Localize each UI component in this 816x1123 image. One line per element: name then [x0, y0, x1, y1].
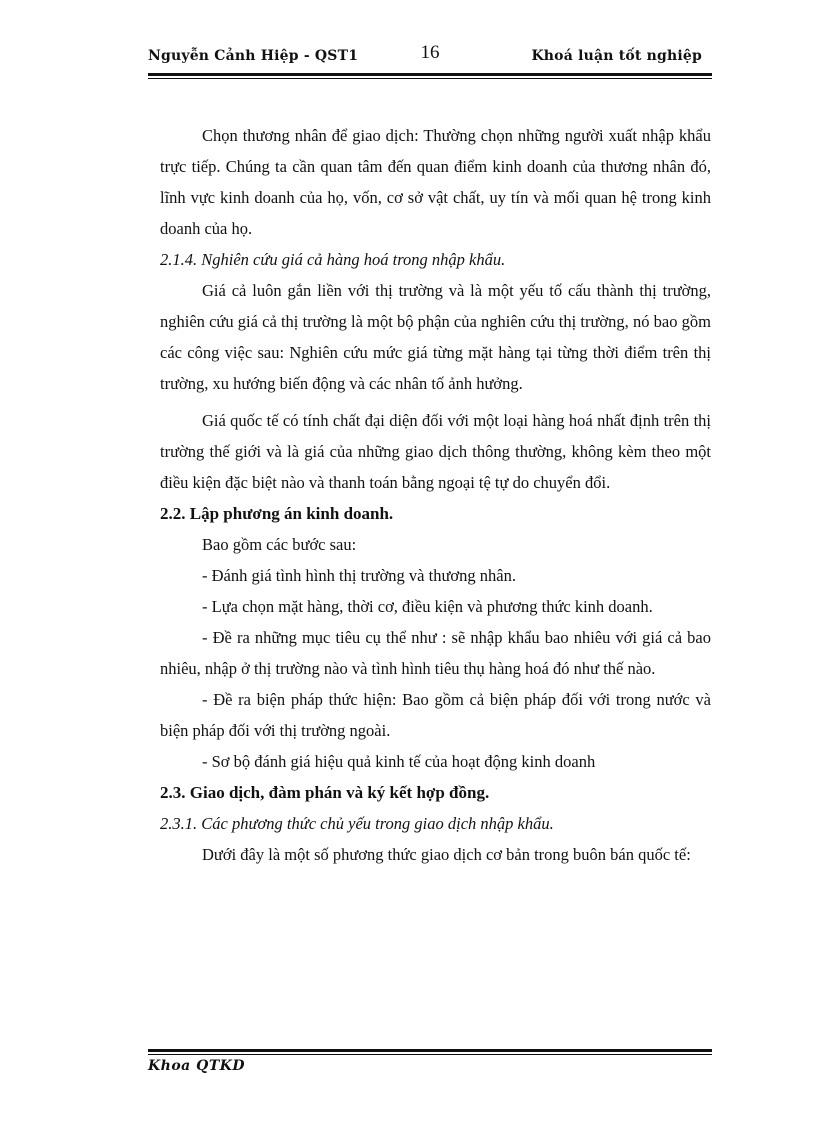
subsection-heading: 2.1.4. Nghiên cứu giá cả hàng hoá trong nhập khẩu.	[160, 250, 506, 269]
section-heading: 2.3. Giao dịch, đàm phán và ký kết hợp đồng.	[160, 783, 490, 802]
paragraph: Bao gồm các bước sau:	[202, 535, 357, 554]
subsection-heading: 2.3.1. Các phương thức chủ yếu trong giao dịch nhập khẩu.	[160, 814, 554, 833]
paragraph: Giá cả luôn gắn liền với thị trường và là một yếu tố cấu thành thị trường, nghiên cứu giá cả thị trường là một bộ phận của nghiên cứu thị trường, nó bao gồm các công việc sau: Nghiên cứu mức giá từng mặt hàng tại từng thời điểm trên thị trường, xu hướng biến động và các nhân tố ảnh hưởng.	[160, 281, 711, 393]
section-heading: 2.2. Lập phương án kinh doanh.	[160, 504, 394, 523]
list-item: - Lựa chọn mặt hàng, thời cơ, điều kiện và phương thức kinh doanh.	[202, 597, 653, 616]
page-header	[148, 44, 712, 72]
footer-faculty: Khoa QTKD	[148, 1058, 246, 1074]
page-body	[160, 120, 711, 870]
list-item: - Sơ bộ đánh giá hiệu quả kinh tế của hoạt động kinh doanh	[202, 752, 596, 771]
header-doc-title: Khoá luận tốt nghiệp	[531, 48, 702, 64]
paragraph: Dưới đây là một số phương thức giao dịch cơ bản trong buôn bán quốc tế:	[202, 845, 691, 864]
header-rule	[148, 73, 712, 79]
header-author: Nguyễn Cảnh Hiệp - QST1	[148, 48, 359, 64]
paragraph: Chọn thương nhân để giao dịch: Thường chọn những người xuất nhập khẩu trực tiếp. Chúng ta cần quan tâm đến quan điểm kinh doanh của thương nhân đó, lĩnh vực kinh doanh của họ, vốn, cơ sở vật chất, uy tín và mối quan hệ trong kinh doanh của họ.	[160, 126, 711, 238]
paragraph: Giá quốc tế có tính chất đại diện đối với một loại hàng hoá nhất định trên thị trường thế giới và là giá của những giao dịch thông thường, không kèm theo một điều kiện đặc biệt nào và thanh toán bằng ngoại tệ tự do chuyển đổi.	[160, 411, 711, 492]
footer-rule	[148, 1049, 712, 1055]
list-item: - Đề ra biện pháp thức hiện: Bao gồm cả biện pháp đối với trong nước và biện pháp đối với thị trường ngoài.	[160, 690, 711, 740]
list-item: - Đề ra những mục tiêu cụ thể như : sẽ nhập khẩu bao nhiêu với giá cả bao nhiêu, nhập ở thị trường nào và tình hình tiêu thụ hàng hoá đó như thế nào.	[160, 628, 711, 678]
page-number: 16	[420, 42, 440, 63]
list-item: - Đánh giá tình hình thị trường và thương nhân.	[202, 566, 516, 585]
